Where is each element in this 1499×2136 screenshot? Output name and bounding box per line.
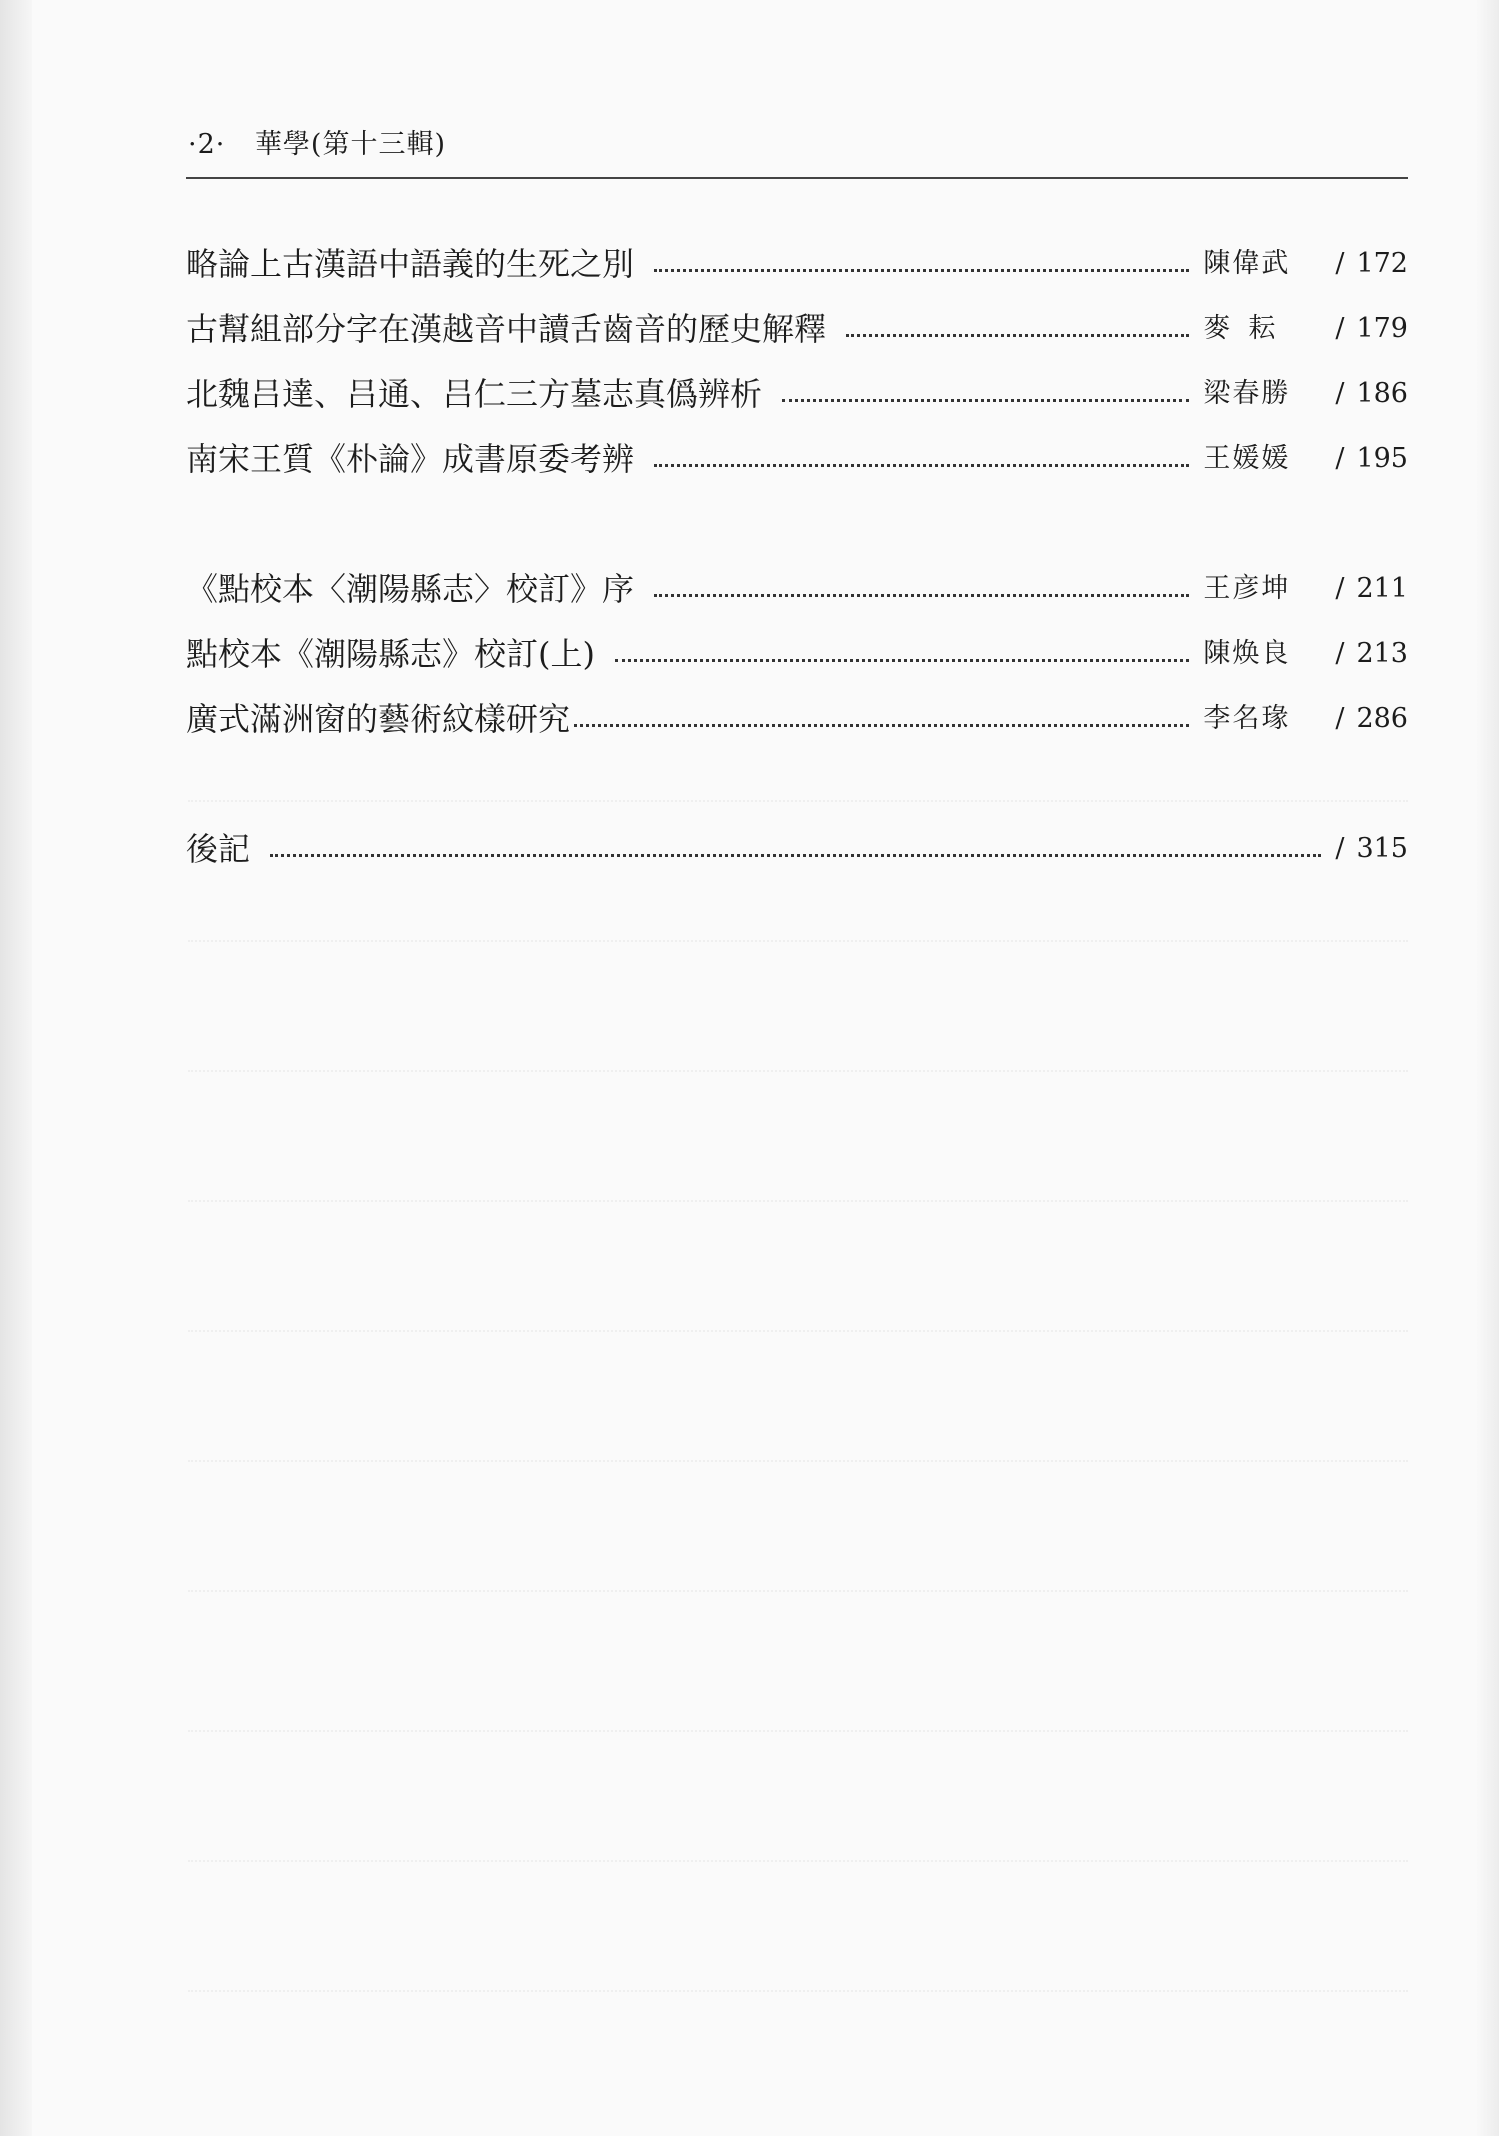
toc-entry-page bbox=[1335, 829, 1408, 869]
toc-entry bbox=[186, 693, 1408, 739]
toc-entry-page bbox=[1335, 439, 1408, 479]
page-separator: / bbox=[1335, 833, 1345, 864]
header-rule bbox=[186, 177, 1408, 179]
toc-entry-title: 廣式滿洲窗的藝術紋樣研究 bbox=[186, 700, 571, 738]
toc-entry bbox=[186, 238, 1408, 284]
page-separator: / bbox=[1335, 638, 1345, 669]
toc-entry-title: 後記 bbox=[186, 830, 251, 868]
toc-entry-page bbox=[1335, 699, 1408, 739]
dot-leader bbox=[615, 659, 1189, 662]
toc-entry-title: 略論上古漢語中語義的生死之別 bbox=[186, 245, 635, 283]
show-through-line bbox=[188, 760, 1408, 802]
toc-entry bbox=[186, 303, 1408, 349]
dot-leader bbox=[270, 854, 1321, 857]
toc-entry-page bbox=[1335, 244, 1408, 284]
book-title: 華學(第十三輯) bbox=[254, 129, 447, 160]
toc-entry-page bbox=[1335, 569, 1408, 609]
page-right-edge bbox=[1477, 0, 1499, 2136]
page-separator: / bbox=[1335, 703, 1345, 734]
show-through-line bbox=[188, 1160, 1408, 1202]
show-through-line bbox=[188, 1030, 1408, 1072]
show-through-line bbox=[188, 1950, 1408, 1992]
toc-entry-title: 北魏吕達、吕通、吕仁三方墓志真僞辨析 bbox=[186, 375, 763, 413]
toc-entry-author: 麥耘 bbox=[1203, 313, 1294, 344]
dot-leader bbox=[654, 464, 1189, 467]
toc-entry-title: 古幫組部分字在漢越音中讀舌齒音的歷史解釋 bbox=[186, 310, 827, 348]
page-separator: / bbox=[1335, 378, 1345, 409]
page-separator: / bbox=[1335, 313, 1345, 344]
page-separator: / bbox=[1335, 248, 1345, 279]
toc-entry bbox=[186, 433, 1408, 479]
toc-entry-author: 王彦坤 bbox=[1203, 573, 1291, 604]
toc-entry-author: 陳偉武 bbox=[1203, 248, 1291, 279]
page-number: 195 bbox=[1356, 443, 1408, 474]
dot-leader bbox=[654, 594, 1189, 597]
show-through-line bbox=[188, 900, 1408, 942]
page-number: 186 bbox=[1356, 378, 1408, 409]
toc-entry bbox=[186, 563, 1408, 609]
dot-leader bbox=[782, 399, 1189, 402]
show-through-line bbox=[188, 1420, 1408, 1462]
page-number: 315 bbox=[1356, 833, 1408, 864]
toc-entry-page bbox=[1335, 309, 1408, 349]
toc-entry-author: 陳焕良 bbox=[1203, 638, 1291, 669]
toc-entry-page bbox=[1335, 634, 1408, 674]
toc-entry-title: 《點校本〈潮陽縣志〉校訂》序 bbox=[186, 570, 635, 608]
show-through-line bbox=[188, 1290, 1408, 1332]
toc-entry-author: 李名瑑 bbox=[1203, 703, 1291, 734]
page-number: 211 bbox=[1356, 573, 1408, 604]
running-header bbox=[188, 122, 446, 161]
page-number: 172 bbox=[1356, 248, 1408, 279]
dot-leader bbox=[846, 334, 1189, 337]
show-through-line bbox=[188, 1690, 1408, 1732]
page-number: 179 bbox=[1356, 313, 1408, 344]
toc-entry bbox=[186, 823, 1408, 869]
toc-entry-author: 梁春勝 bbox=[1203, 378, 1291, 409]
toc-entry bbox=[186, 368, 1408, 414]
toc-entry-title: 點校本《潮陽縣志》校訂(上) bbox=[186, 635, 595, 673]
dot-leader bbox=[654, 269, 1189, 272]
dot-leader bbox=[574, 724, 1189, 727]
show-through-line bbox=[188, 1820, 1408, 1862]
page-number: 213 bbox=[1356, 638, 1408, 669]
toc-entry-page bbox=[1335, 374, 1408, 414]
page-separator: / bbox=[1335, 443, 1345, 474]
page-separator: / bbox=[1335, 573, 1345, 604]
page-binding-edge bbox=[0, 0, 32, 2136]
toc-entry-author: 王媛媛 bbox=[1203, 443, 1291, 474]
show-through-line bbox=[188, 1550, 1408, 1592]
toc-entry bbox=[186, 628, 1408, 674]
toc-entry-title: 南宋王質《朴論》成書原委考辨 bbox=[186, 440, 635, 478]
page-number: 286 bbox=[1356, 703, 1408, 734]
page-number-marker: ·2· bbox=[188, 129, 226, 160]
